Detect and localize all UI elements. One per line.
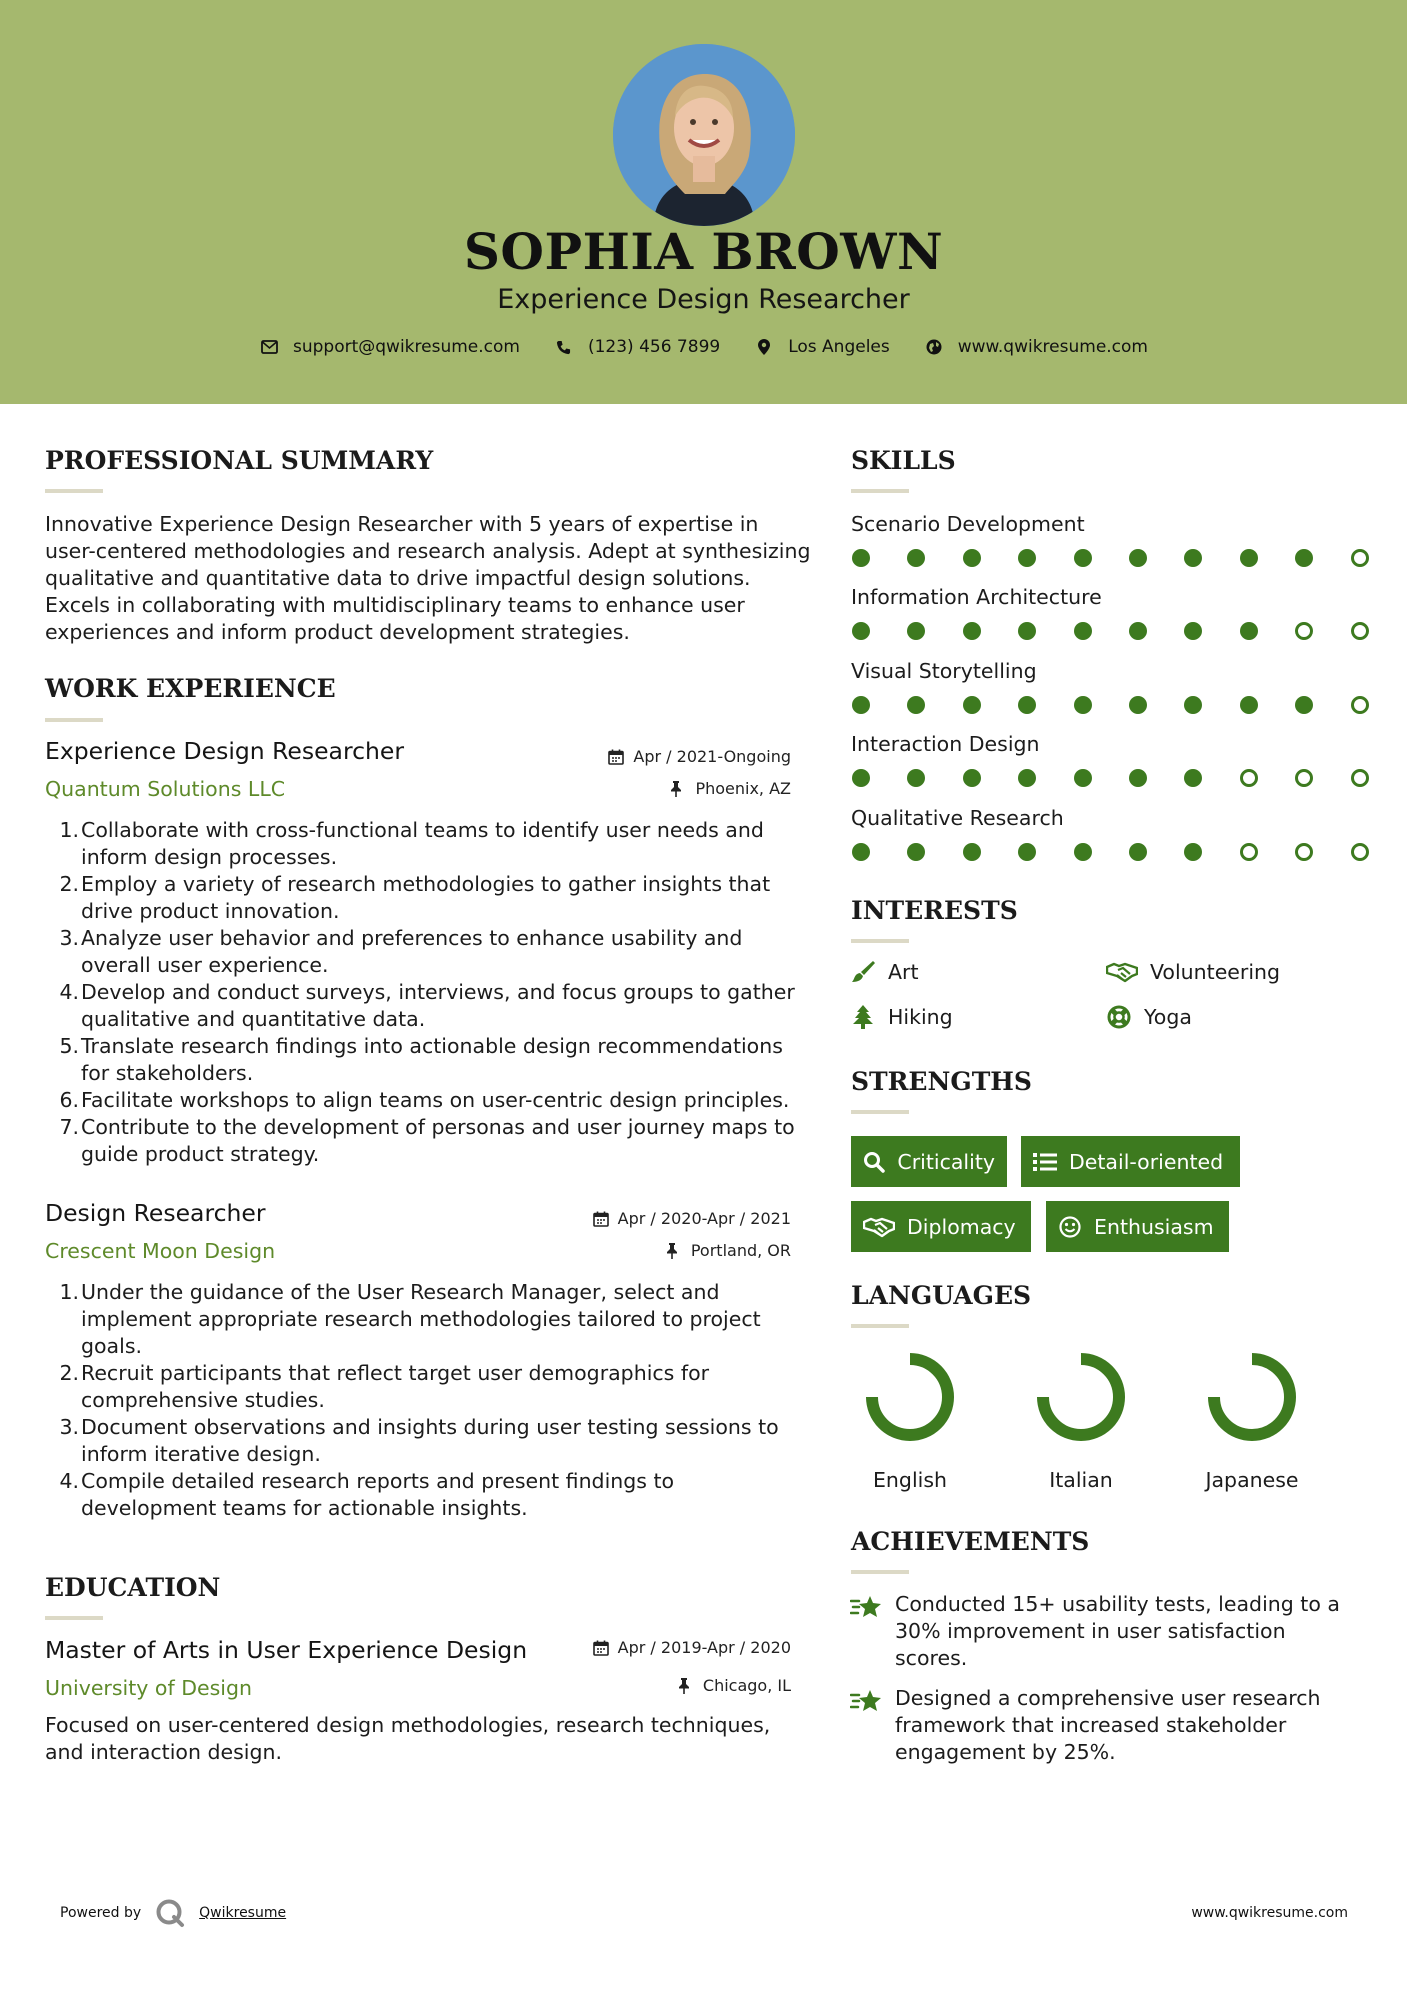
rating-dot-filled [1129, 843, 1147, 861]
rating-dot-empty [1351, 769, 1369, 787]
rating-dot-filled [1018, 769, 1036, 787]
skill-rating [852, 696, 1372, 716]
brand-link[interactable]: Qwikresume [199, 1905, 287, 1921]
language-item [1182, 1350, 1322, 1492]
rating-dot-filled [1184, 696, 1202, 714]
pushpin-icon [670, 781, 686, 797]
rating-dot-filled [1074, 622, 1092, 640]
interest-label: Hiking [888, 1005, 953, 1029]
rating-dot-filled [852, 769, 870, 787]
rating-dot-filled [852, 622, 870, 640]
rating-dot-filled [1129, 769, 1147, 787]
rating-dot-filled [907, 769, 925, 787]
handshake-icon [863, 1215, 895, 1239]
skill-name: Interaction Design [851, 732, 1040, 756]
search-icon [863, 1150, 885, 1174]
strength-label: Enthusiasm [1094, 1214, 1214, 1239]
rating-dot-filled [1184, 769, 1202, 787]
map-pin-icon [754, 337, 774, 357]
candidate-name: SOPHIA BROWN [463, 222, 944, 281]
candidate-role: Experience Design Researcher [497, 284, 910, 315]
list-item: 1. Under the guidance of the User Research Manager, select and implement appropriate research methodologies tailored to project goals. [59, 1280, 761, 1358]
rating-dot-empty [1351, 843, 1369, 861]
contact-phone[interactable] [554, 337, 720, 357]
list-item: 3. Document observations and insights during user testing sessions to inform iterative design. [59, 1415, 779, 1466]
language-level-arc [1043, 1359, 1119, 1435]
contact-website-text: www.qwikresume.com [957, 337, 1148, 357]
language-label: Japanese [1205, 1468, 1299, 1492]
achievements-heading: ACHIEVEMENTS [851, 1527, 1090, 1556]
job-location [560, 1241, 791, 1260]
list-item: 4. Compile detailed research reports and present findings to development teams for actionable insights. [59, 1469, 675, 1520]
rating-dot-empty [1351, 549, 1369, 567]
job-date-text: Apr / 2021-Ongoing [633, 747, 791, 766]
language-label: English [872, 1468, 948, 1492]
skill-name: Qualitative Research [851, 806, 1064, 830]
section-divider [851, 1110, 909, 1114]
degree-title: Master of Arts in User Experience Design [45, 1636, 528, 1664]
pushpin-icon [666, 1243, 682, 1259]
tree-icon [850, 1004, 876, 1030]
list-item: 5. Translate research findings into actionable design recommendations for stakeholders. [59, 1034, 783, 1085]
job-date-text: Apr / 2020-Apr / 2021 [617, 1209, 791, 1228]
strength-label: Detail-oriented [1069, 1149, 1224, 1174]
calendar-icon [593, 1211, 609, 1227]
rating-dot-filled [1074, 696, 1092, 714]
job-responsibilities [59, 817, 803, 1168]
rating-dot-filled [1074, 769, 1092, 787]
strength-label: Diplomacy [907, 1214, 1016, 1239]
rating-dot-empty [1295, 622, 1313, 640]
list-item: 7. Contribute to the development of personas and user journey maps to guide product strategy. [59, 1115, 795, 1166]
list-item: 2. Employ a variety of research methodologies to gather insights that drive product innovation. [59, 872, 771, 923]
summary-heading: PROFESSIONAL SUMMARY [45, 446, 434, 475]
list-item: 3. Analyze user behavior and preferences to enhance usability and overall user experience. [59, 926, 743, 977]
rating-dot-filled [1240, 549, 1258, 567]
rating-dot-filled [963, 696, 981, 714]
job-location-text: Phoenix, AZ [695, 779, 791, 798]
skill-name: Information Architecture [851, 585, 1102, 609]
language-progress-ring [863, 1350, 957, 1444]
language-item [1011, 1350, 1151, 1492]
education-date-text: Apr / 2019-Apr / 2020 [617, 1638, 791, 1657]
contact-email-text: support@qwikresume.com [293, 337, 520, 357]
achievement-text: Conducted 15+ usability tests, leading to a 30% improvement in user satisfaction scores. [895, 1592, 1340, 1670]
rating-dot-filled [907, 549, 925, 567]
work-heading: WORK EXPERIENCE [45, 674, 336, 703]
rating-dot-empty [1351, 622, 1369, 640]
paintbrush-icon [850, 959, 876, 985]
contact-bar [0, 337, 1407, 357]
section-divider [851, 939, 909, 943]
handshake-icon [1106, 959, 1138, 985]
pushpin-icon [678, 1678, 694, 1694]
rating-dot-filled [1295, 549, 1313, 567]
strength-chip [851, 1201, 1031, 1252]
section-divider [851, 1570, 909, 1574]
language-label: Italian [1049, 1468, 1113, 1492]
contact-website[interactable] [924, 337, 1148, 357]
rating-dot-empty [1351, 696, 1369, 714]
list-item: 6. Facilitate workshops to align teams on user-centric design principles. [59, 1088, 790, 1112]
education-text: Focused on user-centered design methodologies, research techniques, and interaction design. [45, 1713, 771, 1764]
education-heading: EDUCATION [45, 1573, 221, 1602]
footer-website[interactable]: www.qwikresume.com [1191, 1905, 1348, 1921]
skill-rating [852, 622, 1372, 642]
rating-dot-filled [1018, 843, 1036, 861]
profile-photo [613, 44, 795, 226]
skills-heading: SKILLS [851, 446, 956, 475]
footer-powered-by [60, 1898, 286, 1928]
language-item [840, 1350, 980, 1492]
strengths-heading: STRENGTHS [851, 1067, 1032, 1096]
skill-name: Scenario Development [851, 512, 1085, 536]
job-date [540, 1209, 791, 1228]
lifering-icon [1106, 1004, 1132, 1030]
language-level-arc [1214, 1359, 1290, 1435]
header-banner [0, 0, 1407, 404]
section-divider [45, 489, 103, 493]
rating-dot-filled [907, 622, 925, 640]
school-name: University of Design [45, 1676, 252, 1700]
job-title: Experience Design Researcher [45, 737, 405, 765]
interests-heading: INTERESTS [851, 896, 1018, 925]
summary-text: Innovative Experience Design Researcher with 5 years of expertise in user-centered methodologies and research analysis. Adept at synthesizing qualitative and quantitative data to drive impactful design solutions. Excels in collaborating with multidisciplinary teams to enhance user experiences and inform product development strategies. [45, 512, 811, 644]
contact-location [754, 337, 890, 357]
section-divider [851, 489, 909, 493]
globe-icon [924, 337, 944, 357]
phone-icon [554, 337, 574, 357]
rating-dot-empty [1295, 843, 1313, 861]
rating-dot-filled [852, 696, 870, 714]
calendar-icon [608, 749, 624, 765]
job-company: Quantum Solutions LLC [45, 777, 286, 801]
skill-rating [852, 549, 1372, 569]
rating-dot-filled [1074, 843, 1092, 861]
qwikresume-logo-icon [155, 1898, 185, 1928]
education-date [540, 1638, 791, 1657]
contact-location-text: Los Angeles [788, 337, 890, 357]
language-progress-ring [1034, 1350, 1128, 1444]
rating-dot-filled [1018, 622, 1036, 640]
rating-dot-filled [1074, 549, 1092, 567]
rating-dot-filled [1129, 622, 1147, 640]
rating-dot-filled [1184, 843, 1202, 861]
list-item: 2. Recruit participants that reflect target user demographics for comprehensive studies. [59, 1361, 710, 1412]
contact-phone-text: (123) 456 7899 [587, 337, 721, 357]
strength-label: Criticality [897, 1149, 995, 1174]
star-award-icon [850, 1591, 884, 1621]
section-divider [851, 1324, 909, 1328]
skill-name: Visual Storytelling [851, 659, 1037, 683]
star-award-icon [850, 1685, 884, 1715]
rating-dot-empty [1240, 769, 1258, 787]
rating-dot-filled [1184, 549, 1202, 567]
interest-label: Yoga [1144, 1005, 1192, 1029]
job-responsibilities [59, 1279, 793, 1522]
job-title: Design Researcher [45, 1199, 266, 1227]
rating-dot-filled [852, 843, 870, 861]
language-progress-ring [1205, 1350, 1299, 1444]
interest-item [850, 959, 919, 985]
interest-item [1106, 959, 1280, 985]
rating-dot-empty [1240, 843, 1258, 861]
rating-dot-filled [1129, 696, 1147, 714]
strength-chip [851, 1136, 1007, 1187]
contact-email[interactable] [259, 337, 520, 357]
job-location [560, 779, 791, 798]
smile-icon [1058, 1215, 1082, 1239]
rating-dot-filled [1240, 622, 1258, 640]
language-level-arc [872, 1359, 948, 1435]
achievement-item [850, 1591, 1350, 1672]
rating-dot-filled [963, 843, 981, 861]
rating-dot-filled [1184, 622, 1202, 640]
calendar-icon [593, 1640, 609, 1656]
interest-label: Art [888, 960, 919, 984]
job-company: Crescent Moon Design [45, 1239, 276, 1263]
rating-dot-filled [907, 843, 925, 861]
interest-item [850, 1004, 953, 1030]
education-location-text: Chicago, IL [702, 1676, 791, 1695]
education-location [560, 1676, 791, 1695]
list-item: 4. Develop and conduct surveys, interviews, and focus groups to gather qualitative and quantitative data. [59, 980, 795, 1031]
strength-chip [1046, 1201, 1229, 1252]
interest-label: Volunteering [1150, 960, 1281, 984]
rating-dot-filled [852, 549, 870, 567]
rating-dot-filled [1240, 696, 1258, 714]
rating-dot-filled [1295, 696, 1313, 714]
skill-rating [852, 843, 1372, 863]
rating-dot-filled [963, 622, 981, 640]
skill-rating [852, 769, 1372, 789]
rating-dot-filled [963, 769, 981, 787]
list-item: 1. Collaborate with cross-functional teams to identify user needs and inform design processes. [59, 818, 764, 869]
achievement-text: Designed a comprehensive user research framework that increased stakeholder engagement by 25%. [895, 1686, 1321, 1764]
job-location-text: Portland, OR [690, 1241, 791, 1260]
rating-dot-empty [1295, 769, 1313, 787]
rating-dot-filled [1018, 549, 1036, 567]
job-date [560, 747, 791, 766]
rating-dot-filled [1018, 696, 1036, 714]
envelope-icon [259, 337, 279, 357]
rating-dot-filled [1129, 549, 1147, 567]
section-divider [45, 1616, 103, 1620]
rating-dot-filled [963, 549, 981, 567]
interest-item [1106, 1004, 1192, 1030]
languages-heading: LANGUAGES [851, 1281, 1032, 1310]
powered-by-text: Powered by [60, 1905, 142, 1921]
strength-chip [1021, 1136, 1240, 1187]
section-divider [45, 718, 103, 722]
achievement-item [850, 1685, 1350, 1766]
list-icon [1033, 1150, 1057, 1174]
rating-dot-filled [907, 696, 925, 714]
